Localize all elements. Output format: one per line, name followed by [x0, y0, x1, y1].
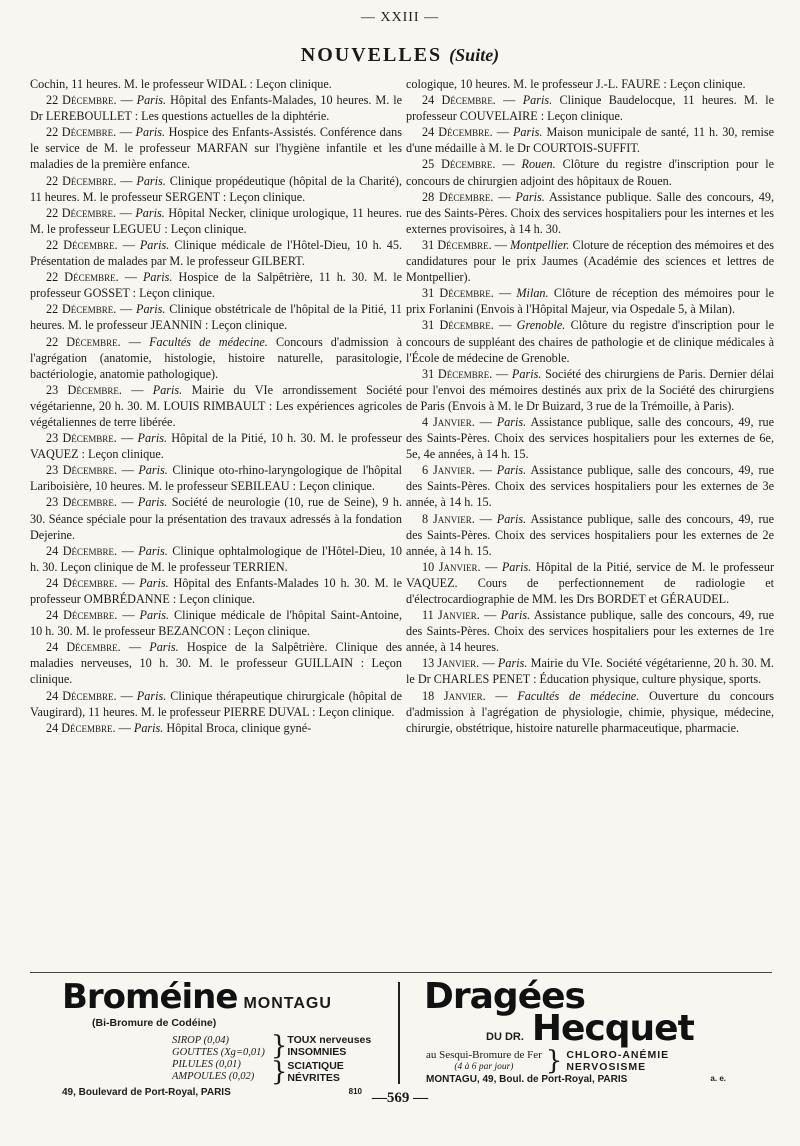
ad-hecquet-desc: au Sesqui-Bromure de Fer	[426, 1049, 542, 1061]
entry-place: Paris.	[138, 543, 168, 558]
news-entry: 25 Décembre. — Rouen. Clôture du registre d'inscription pour le concours de chirurgien adjoint des hôpitaux de Rouen.	[406, 157, 775, 188]
entry-text: Concours d'admission à l'agrégation (anatomie, histologie, histoire naturelle, parasitologie, bactériologie, anatomie pathologique).	[30, 334, 403, 381]
news-entry: 22 Décembre. — Paris. Hôpital des Enfants-Malades, 10 heures. M. le Dr LEREBOULLET : Les questions actuelles de la diphtérie.	[30, 93, 403, 124]
entry-date: 22 Décembre.	[46, 334, 121, 349]
entry-date: 24 Décembre.	[46, 640, 121, 655]
entry-place: Paris.	[522, 93, 553, 108]
ad-hecquet-code: a. e.	[710, 1074, 726, 1083]
ad-indication: NERVOSISME	[566, 1061, 647, 1073]
ad-form-item: AMPOULES (0,02)	[172, 1071, 255, 1082]
entry-text: Clinique médicale de l'Hôtel-Dieu, 10 h. 45. Présentation de malades par M. le professeur GILBERT.	[30, 237, 402, 269]
entry-text: Hôpital Necker, clinique urologique, 11 heures. M. le professeur LEGUEU : Leçon clinique.	[30, 205, 403, 236]
news-entry: 4 Janvier. — Paris. Assistance publique, salle des concours, 49, rue des Saints-Pères. Choix des services hospitaliers pour les externes de 6e, 5e, 4e années, à 14 h. 15.	[406, 414, 775, 462]
news-entry: 24 Décembre. — Paris. Hôpital Broca, clinique gyné-	[46, 720, 312, 735]
entry-text: Clinique obstétricale de l'hôpital de la Pitié, 11 heures. M. le professeur JEANNIN : Leçon clinique.	[30, 302, 403, 333]
entry-date: 24 Décembre.	[422, 93, 496, 108]
ad-hecquet-dosage: (4 à 6 par jour)	[454, 1062, 514, 1072]
news-entry: 13 Janvier. — Paris. Mairie du VIe. Société végétarienne, 20 h. 30. M. le Dr CHARLES PENET : Éducation physique, culture physique, sports.	[406, 656, 775, 687]
news-entry: 31 Décembre. — Milan. Clôture de réception des mémoires pour le prix Forlanini (Envois à l'Hôpital Majeur, via Ospedale 5, à Milan).	[406, 286, 775, 317]
entry-place: Paris.	[135, 205, 165, 220]
entry-date: 22 Décembre.	[46, 270, 119, 285]
entry-text: Mairie du VIe. Société végétarienne, 20 h. 30. M. le Dr CHARLES PENET : Éducation physique, culture physique, sports.	[406, 656, 775, 687]
news-entry: 22 Décembre. — Paris. Clinique obstétricale de l'hôpital de la Pitié, 11 heures. M. le professeur JEANNIN : Leçon clinique.	[30, 302, 403, 333]
entry-text: Assistance publique. Salle des concours, 49, rue des Saints-Pères. Choix des services hospitaliers pour les internes et les externes provisoires, à 14 h. 30.	[406, 189, 775, 236]
ads-top-rule	[30, 972, 772, 973]
section-title	[0, 44, 800, 67]
news-entry: 18 Janvier. — Facultés de médecine. Ouverture du concours d'admission à l'agrégation de physiologie, chimie, physique, médecine, chirurgie, obstétrique, histoire naturelle pharmaceutique, pharmacie.	[406, 688, 775, 735]
news-entry: 24 Décembre. — Paris. Hôpital des Enfants-Malades 10 h. 30. M. le professeur OMBRÉDANNE : Leçon clinique.	[30, 575, 403, 606]
entry-text: Mairie du VIe arrondissement Société végétarienne, 20 h. 30. M. LOUIS RIMBAULT : Les expériences agricoles végétaliennes de terre libérée.	[30, 382, 402, 429]
news-entry: 23 Décembre. — Paris. Hôpital de la Pitié, 10 h. 30. M. le professeur VAQUEZ : Leçon clinique.	[30, 431, 402, 462]
news-entry: 23 Décembre. — Paris. Société de neurologie (10, rue de Seine), 9 h. 30. Séance spéciale pour la présentation des travaux adressés à la fondation Dejerine.	[30, 495, 403, 542]
entry-text: Clôture de réception des mémoires pour le prix Forlanini (Envois à l'Hôpital Majeur, via Ospedale 5, à Milan).	[406, 286, 775, 317]
entry-date: 24 Décembre.	[46, 608, 118, 623]
ad-indication: NÉVRITES	[287, 1072, 340, 1084]
entry-place: Paris.	[149, 640, 179, 655]
ad-hecquet-brand-line1: Dragées	[424, 976, 585, 1017]
ad-bromeine-subtitle: (Bi-Bromure de Codéine)	[92, 1017, 217, 1029]
news-entry: 22 Décembre. — Facultés de médecine. Concours d'admission à l'agrégation (anatomie, histologie, histoire naturelle, parasitologie, bactériologie, anatomie pathologique).	[30, 334, 403, 381]
entry-place: Paris.	[501, 559, 532, 574]
entry-place: Milan.	[516, 286, 549, 301]
entry-place: Paris.	[137, 495, 168, 510]
ad-bromeine-brand-suffix: MONTAGU	[243, 995, 332, 1012]
news-entry: 24 Décembre. — Paris. Clinique Baudelocque, 11 heures. M. le professeur COUVELAIRE : Leçon clinique.	[406, 93, 774, 124]
ad-indication: INSOMNIES	[287, 1046, 347, 1058]
ad-bromeine-address: 49, Boulevard de Port-Royal, PARIS	[62, 1087, 231, 1098]
entry-date: 6 Janvier.	[422, 463, 475, 478]
news-entry: 23 Décembre. — Paris. Mairie du VIe arrondissement Société végétarienne, 20 h. 30. M. LOUIS RIMBAULT : Les expériences agricoles végétaliennes de terre libérée.	[30, 382, 402, 429]
entry-place: Grenoble.	[516, 318, 566, 333]
entry-text: Cloture de réception des mémoires et des candidatures pour le prix Jaumes (Académie des sciences et lettres de Montpellier).	[406, 237, 775, 285]
entry-text: Hôpital de la Pitié, 10 h. 30. M. le professeur VAQUEZ : Leçon clinique.	[30, 431, 402, 462]
entry-place: Paris.	[511, 366, 542, 381]
news-entry: 28 Décembre. — Paris. Assistance publique. Salle des concours, 49, rue des Saints-Pères. Choix des services hospitaliers pour les internes et les externes provisoires, à 14 h. 30.	[406, 189, 775, 236]
entry-date: 24 Décembre.	[46, 688, 117, 703]
title-suite: (Suite)	[449, 45, 500, 65]
entry-place: Paris.	[136, 93, 167, 108]
entry-place: Paris.	[500, 608, 531, 623]
news-entry: 24 Décembre. — Paris. Maison municipale de santé, 11 h. 30, remise d'une médaille à M. le Dr COURTOIS-SUFFIT.	[406, 125, 775, 156]
ad-indication: SCIATIQUE	[287, 1060, 344, 1072]
ad-indication: TOUX nerveuses	[287, 1034, 372, 1046]
entry-date: 28 Décembre.	[422, 189, 494, 204]
entry-date: 23 Décembre.	[46, 382, 122, 397]
news-entry	[30, 76, 402, 92]
news-entry: 22 Décembre. — Paris. Hôpital Necker, clinique urologique, 11 heures. M. le professeur LEGUEU : Leçon clinique.	[30, 205, 403, 236]
news-entry: 22 Décembre. — Paris. Clinique médicale de l'Hôtel-Dieu, 10 h. 45. Présentation de malades par M. le professeur GILBERT.	[30, 237, 402, 269]
entry-text: Clinique propédeutique (hôpital de la Charité), 11 heures. M. le professeur SERGENT : Leçon clinique.	[30, 173, 403, 204]
entry-place: Paris.	[139, 608, 170, 623]
entry-text: Société des chirurgiens de Paris. Dernier délai pour l'envoi des mémoires destinés aux prix de la Société des chirurgiens de Paris (Envois à M. le Dr Buizard, 3 rue de la Trémoille, à Paris).	[406, 366, 775, 413]
entry-text: Hospice de la Salpêtrière, 11 h. 30. M. le professeur GOSSET : Leçon clinique.	[30, 270, 402, 301]
entry-text: Hospice de la Salpêtrière. Clinique des maladies nerveuses, 10 h. 30. M. le professeur GUILLAIN : Leçon clinique.	[30, 640, 403, 687]
ad-form-item: SIROP (0,04)	[172, 1035, 229, 1046]
entry-date: 23 Décembre.	[46, 431, 117, 446]
entry-place: Paris.	[136, 302, 166, 317]
news-entry: 31 Décembre. — Paris. Société des chirurgiens de Paris. Dernier délai pour l'envoi des mémoires destinés aux prix de la Société des chirurgiens de Paris (Envois à M. le Dr Buizard, 3 rue de la Trémoille, à Paris).	[406, 366, 775, 413]
entry-date: 22 Décembre.	[46, 93, 117, 108]
news-entry: 22 Décembre. — Paris. Hospice des Enfants-Assistés. Conférence dans le service de M. le professeur MARFAN sur l'hygiène infantile et les maladies de la première enfance.	[30, 125, 403, 172]
entry-place: Montpellier.	[510, 237, 570, 252]
entry-date: 22 Décembre.	[46, 302, 117, 317]
news-entry: 31 Décembre. — Grenoble. Clôture du registre d'inscription pour le concours de suppléant des chaires de pathologie et de clinique médicales à l'École de médecine de Grenoble.	[406, 318, 775, 365]
entry-text: Assistance publique, salle des concours, 49, rue des Saints-Pères. Choix des services hospitaliers pour les externes de 3e année, à 14 h. 15.	[406, 463, 775, 510]
news-entry: 31 Décembre. — Montpellier. Cloture de réception des mémoires et des candidatures pour le prix Jaumes (Académie des sciences et lettres de Montpellier).	[406, 237, 775, 285]
entry-text: Clinique oto-rhino-laryngologique de l'hôpital Lariboisière, 10 heures. M. le professeur SEBILEAU : Leçon clinique.	[30, 463, 403, 494]
news-entry: 23 Décembre. — Paris. Clinique oto-rhino-laryngologique de l'hôpital Lariboisière, 10 heures. M. le professeur SEBILEAU : Leçon clinique.	[30, 463, 403, 494]
entry-place: Rouen.	[521, 157, 556, 172]
entry-text: Hôpital Broca, clinique gyné-	[166, 720, 312, 735]
bottom-page-number: —569 —	[371, 1090, 429, 1106]
news-entry	[406, 76, 774, 92]
news-entry: 8 Janvier. — Paris. Assistance publique, salle des concours, 49, rue des Saints-Pères. Choix des services hospitaliers pour les externes de 2e année, à 14 h. 15.	[406, 511, 775, 558]
entry-date: 31 Décembre.	[422, 366, 493, 381]
ad-form-item: PILULES (0,01)	[172, 1059, 241, 1070]
entry-text: Clôture du registre d'inscription pour le concours de suppléant des chaires de pathologie et de clinique médicales à l'École de médecine de Grenoble.	[406, 318, 775, 365]
entry-date: 24 Décembre.	[422, 125, 493, 140]
entry-text: Clinique médicale de l'hôpital Saint-Antoine, 10 h. 30. M. le professeur BEZANCON : Leçon clinique.	[30, 608, 403, 639]
entry-date: 25 Décembre.	[422, 157, 496, 172]
entry-text: Assistance publique, salle des concours, 49, rue des Saints-Pères. Choix des services hospitaliers pour les externes de 1re année, à 14 heures.	[406, 608, 775, 655]
entry-place: Paris.	[136, 173, 166, 188]
entry-date: 22 Décembre.	[46, 125, 117, 140]
entry-place: Paris.	[139, 575, 169, 590]
ad-bromeine	[62, 977, 392, 1098]
entry-date: 22 Décembre.	[46, 237, 118, 252]
ad-dragees-hecquet	[410, 976, 770, 1090]
ad-bromeine-code: 810	[348, 1087, 362, 1096]
entry-place: Paris.	[512, 125, 543, 140]
news-entry: 22 Décembre. — Paris. Clinique propédeutique (hôpital de la Charité), 11 heures. M. le professeur SERGENT : Leçon clinique.	[30, 173, 403, 204]
entry-place: Paris.	[133, 720, 164, 735]
entry-date: 18 Janvier.	[422, 688, 486, 703]
entry-date: 8 Janvier.	[422, 511, 475, 526]
entry-place: Paris.	[152, 382, 183, 397]
entry-text: Cochin, 11 heures. M. le professeur WIDAL : Leçon clinique.	[30, 77, 332, 91]
entry-place: Facultés de médecine.	[149, 334, 268, 349]
entry-place: Paris.	[135, 125, 166, 140]
entry-text: Hôpital des Enfants-Malades, 10 heures. M. le Dr LEREBOULLET : Les questions actuelles de la diphtérie.	[30, 93, 403, 124]
news-entry: 6 Janvier. — Paris. Assistance publique, salle des concours, 49, rue des Saints-Pères. Choix des services hospitaliers pour les externes de 3e année, à 14 h. 15.	[406, 463, 775, 510]
ad-form-item: GOUTTES (Xg=0,01)	[172, 1047, 265, 1058]
brace-icon: }	[545, 1046, 563, 1076]
entry-text: Clinique Baudelocque, 11 heures. M. le professeur COUVELAIRE : Leçon clinique.	[406, 93, 774, 124]
entry-place: Facultés de médecine.	[517, 688, 640, 703]
entry-date: 23 Décembre.	[46, 495, 117, 510]
entry-text: Hôpital des Enfants-Malades 10 h. 30. M. le professeur OMBRÉDANNE : Leçon clinique.	[30, 575, 403, 606]
brace-icon: }	[270, 1031, 288, 1061]
entry-text: cologique, 10 heures. M. le professeur J.-L. FAURE : Leçon clinique.	[406, 77, 746, 91]
entry-date: 31 Décembre.	[422, 237, 492, 252]
entry-date: 24 Décembre.	[46, 575, 118, 590]
entry-place: Paris.	[515, 189, 545, 204]
entry-text: Hôpital de la Pitié, service de M. le professeur VAQUEZ. Cours de perfectionnement de radiologie et d'électrocardiographie de MM. les Drs BORDET et GÉRAUDEL.	[406, 559, 774, 606]
ad-hecquet-address: MONTAGU, 49, Boul. de Port-Royal, PARIS	[426, 1074, 628, 1085]
ad-bromeine-brand: Broméine	[62, 977, 238, 1017]
ad-hecquet-brand-line2: Hecquet	[531, 1008, 694, 1049]
entry-place: Paris.	[138, 463, 168, 478]
right-column	[406, 76, 774, 736]
entry-text: Assistance publique, salle des concours, 49, rue des Saints-Pères. Choix des services hospitaliers pour les externes de 2e année, à 14 h. 15.	[406, 511, 775, 558]
news-entry: 22 Décembre. — Paris. Hospice de la Salpêtrière, 11 h. 30. M. le professeur GOSSET : Leçon clinique.	[30, 270, 402, 301]
entry-place: Paris.	[136, 688, 167, 703]
entry-text: Clinique ophtalmologique de l'Hôtel-Dieu, 10 h. 30. Leçon clinique de M. le professeur TERRIEN.	[30, 543, 403, 574]
news-entry: 24 Décembre. — Paris. Clinique thérapeutique chirurgicale (hôpital de Vaugirard), 11 heures. M. le professeur PIERRE DUVAL : Leçon clinique.	[30, 688, 403, 719]
left-column	[30, 76, 402, 736]
entry-place: Paris.	[496, 511, 527, 526]
ads-divider	[398, 982, 400, 1084]
entry-text: Société de neurologie (10, rue de Seine), 9 h. 30. Séance spéciale pour la présentation des travaux adressés à la fondation Dejerine.	[30, 495, 403, 542]
entry-text: Maison municipale de santé, 11 h. 30, remise d'une médaille à M. le Dr COURTOIS-SUFFIT.	[406, 125, 775, 156]
entry-date: 24 Décembre.	[46, 720, 116, 735]
entry-text: Ouverture du concours d'admission à l'agrégation de physiologie, chimie, physique, médecine, chirurgie, obstétrique, histoire naturelle pharmaceutique, pharmacie.	[406, 688, 775, 735]
brace-icon: }	[270, 1057, 288, 1087]
entry-date: 31 Décembre.	[422, 318, 494, 333]
entry-date: 23 Décembre.	[46, 463, 118, 478]
title-text: NOUVELLES	[300, 44, 443, 66]
ad-bromeine-forms	[172, 1035, 265, 1083]
entry-place: Paris.	[496, 463, 527, 478]
entry-text: Clôture du registre d'inscription pour le concours de chirurgien adjoint des hôpitaux de Rouen.	[406, 157, 775, 188]
entry-place: Paris.	[497, 656, 528, 671]
entry-date: 4 Janvier.	[422, 414, 475, 429]
entry-text: Assistance publique, salle des concours, 49, rue des Saints-Pères. Choix des services hospitaliers pour les externes de 6e, 5e, 4e années, à 14 h. 15.	[406, 414, 775, 462]
news-entry: 24 Décembre. — Paris. Clinique ophtalmologique de l'Hôtel-Dieu, 10 h. 30. Leçon clinique de M. le professeur TERRIEN.	[30, 543, 403, 574]
ad-hecquet-prefix: DU DR.	[486, 1031, 524, 1043]
entry-date: 22 Décembre.	[46, 173, 117, 188]
entry-date: 24 Décembre.	[46, 543, 118, 558]
news-entry: 11 Janvier. — Paris. Assistance publique, salle des concours, 49, rue des Saints-Pères. Choix des services hospitaliers pour les externes de 1re année, à 14 heures.	[406, 608, 775, 655]
entry-place: Paris.	[496, 414, 527, 429]
entry-date: 10 Janvier.	[422, 559, 481, 574]
ad-indication: CHLORO-ANÉMIE	[566, 1049, 670, 1061]
news-entry: 24 Décembre. — Paris. Hospice de la Salpêtrière. Clinique des maladies nerveuses, 10 h. 30. M. le professeur GUILLAIN : Leçon clinique.	[30, 640, 403, 687]
entry-text: Clinique thérapeutique chirurgicale (hôpital de Vaugirard), 11 heures. M. le professeur PIERRE DUVAL : Leçon clinique.	[30, 688, 403, 719]
news-entry: 24 Décembre. — Paris. Clinique médicale de l'hôpital Saint-Antoine, 10 h. 30. M. le professeur BEZANCON : Leçon clinique.	[30, 608, 403, 639]
entry-place: Paris.	[137, 431, 168, 446]
news-entry: 10 Janvier. — Paris. Hôpital de la Pitié, service de M. le professeur VAQUEZ. Cours de perfectionnement de radiologie et d'électrocardiographie de MM. les Drs BORDET et GÉRAUDEL.	[406, 559, 774, 606]
entry-text: Hospice des Enfants-Assistés. Conférence dans le service de M. le professeur MARFAN sur l'hygiène infantile et les maladies de la première enfance.	[30, 125, 403, 172]
entry-date: 31 Décembre.	[422, 286, 494, 301]
entry-date: 13 Janvier.	[422, 656, 480, 671]
top-page-number: — XXIII —	[360, 10, 440, 25]
entry-date: 11 Janvier.	[422, 608, 480, 623]
entry-place: Paris.	[142, 270, 173, 285]
entry-place: Paris.	[139, 237, 170, 252]
entry-date: 22 Décembre.	[46, 205, 117, 220]
